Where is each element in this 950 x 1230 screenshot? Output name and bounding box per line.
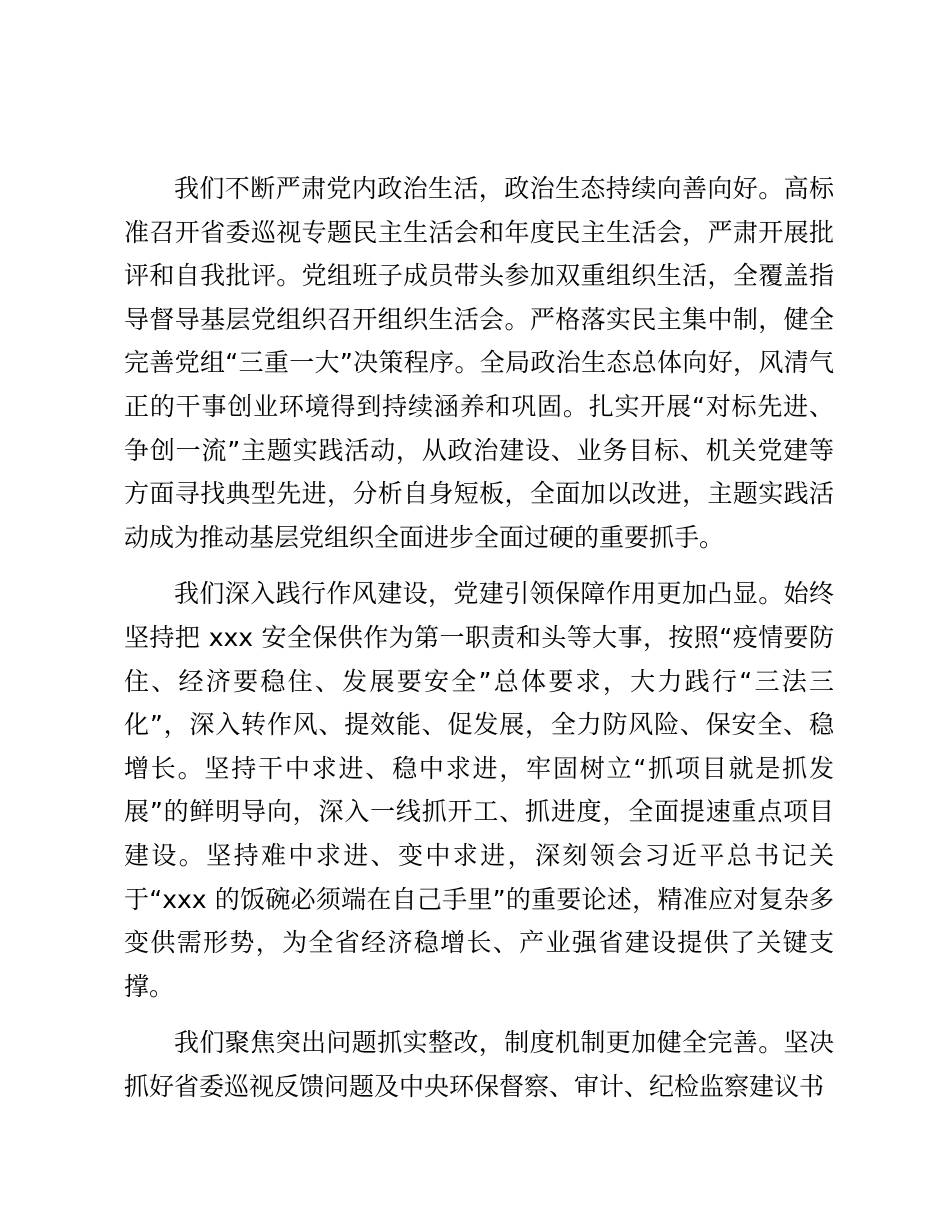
document-body [124,167,834,1108]
paragraph-rectification: 我们聚焦突出问题抓实整改，制度机制更加健全完善。坚决抓好省委巡视反馈问题及中央环保督察、审计、纪检监察建议书 [124,1028,834,1101]
paragraph-political-life: 我们不断严肃党内政治生活，政治生态持续向善向好。高标准召开省委巡视专题民主生活会和年度民主生活会，严肃开展批评和自我批评。党组班子成员带头参加双重组织生活，全覆盖指导督导基层党组织召开组织生活会。严格落实民主集中制，健全完善党组“三重一大”决策程序。全局政治生态总体向好，风清气正的干事创业环境得到持续涵养和巩固。扎实开展“对标先进、争创一流”主题实践活动，从政治建设、业务目标、机关党建等方面寻找典型先进，分析自身短板，全面加以改进，主题实践活动成为推动基层党组织全面进步全面过硬的重要抓手。 [124,174,834,552]
paragraph-work-style: 我们深入践行作风建设，党建引领保障作用更加凸显。始终坚持把 xxx 安全保供作为第一职责和头等大事，按照“疫情要防住、经济要稳住、发展要安全”总体要求，大力践行“三法三化”，深入转作风、提效能、促发展，全力防风险、保安全、稳增长。坚持干中求进、稳中求进，牢固树立“抓项目就是抓发展”的鲜明导向，深入一线抓开工、抓进度，全面提速重点项目建设。坚持难中求进、变中求进，深刻领会习近平总书记关于“xxx 的饭碗必须端在自己手里”的重要论述，精准应对复杂多变供需形势，为全省经济稳增长、产业强省建设提供了关键支撑。 [124,579,834,1001]
